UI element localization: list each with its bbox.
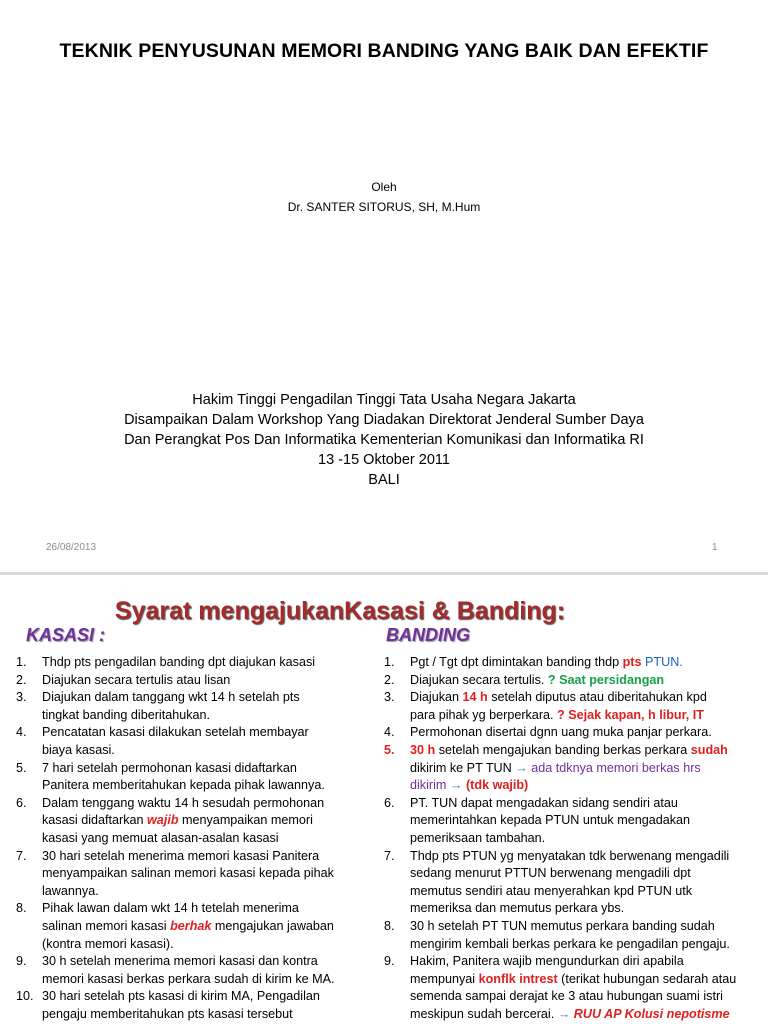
- item-text: [410, 672, 768, 690]
- text-segment: Hakim, Panitera wajib mengundurkan diri apabila mempunyai: [410, 954, 684, 986]
- info-line: Disampaikan Dalam Workshop Yang Diadakan Direktorat Jenderal Sumber Daya: [124, 412, 644, 428]
- item-text: Permohonan disertai dgnn uang muka panjar perkara.: [410, 725, 712, 740]
- item-text: 30 h setelah PT TUN memutus perkara banding sudah mengirim kembali berkas perkara ke pengadilan pengaju.: [410, 918, 730, 951]
- emphasis-wajib: wajib: [147, 813, 179, 828]
- item-number: 6.: [384, 795, 395, 810]
- item-number: 5.: [384, 742, 395, 757]
- emphasis-sudah: sudah: [690, 742, 728, 757]
- item-text: PT. TUN dapat mengadakan sidang sendiri atau memerintahkan kepada PTUN untuk mengadakan pemeriksaan tambahan.: [410, 795, 691, 845]
- item-text: [42, 795, 368, 848]
- item-text: Thdp pts PTUN yg menyatakan tdk berwenang mengadili sedang menurut PTTUN berwenang mengadili dpt memutus sendiri atau menyerahkan kpd PTUN utk memeriksa dan memutus perkara ybs.: [410, 848, 730, 916]
- item-text: Diajukan secara tertulis atau lisan: [42, 672, 231, 687]
- slide-2-title: Syarat mengajukanKasasi & Banding:: [114, 597, 566, 625]
- text-segment: dikirim ke PT TUN: [410, 760, 512, 775]
- banding-heading: BANDING: [386, 625, 470, 645]
- banding-list: [384, 654, 768, 1023]
- text-segment: setelah diputus atau diberitahukan kpd para pihak yg berperkara.: [410, 690, 707, 722]
- item-text: 30 hari setelah menerima memori kasasi Panitera menyampaikan salinan memori kasasi kepada pihak lawannya.: [42, 848, 334, 898]
- item-number: 7.: [384, 848, 395, 863]
- slide-1-title: TEKNIK PENYUSUNAN MEMORI BANDING YANG BAIK DAN EFEKTIF: [59, 40, 709, 62]
- kasasi-list: [16, 654, 368, 1023]
- info-line: Dan Perangkat Pos Dan Informatika Kementerian Komunikasi dan Informatika RI: [124, 432, 644, 448]
- list-item: [384, 689, 768, 724]
- item-number: 7.: [16, 848, 27, 863]
- emphasis-ptun: PTUN.: [645, 655, 683, 669]
- emphasis-14h: 14 h: [462, 690, 488, 705]
- item-number: 5.: [16, 760, 27, 775]
- question-note: ? Sejak kapan, h libur, IT: [557, 707, 704, 722]
- text-segment: (terikat hubungan sedarah atau semenda sampai derajat ke 3 atau hubungan suami istri meskipun sudah bercerai.: [410, 971, 737, 1021]
- item-text: Diajukan dalam tanggang wkt 14 h setelah pts tingkat banding diberitahukan.: [42, 690, 300, 722]
- text-segment: setelah mengajukan banding berkas perkara: [435, 742, 691, 757]
- item-number: 2.: [384, 672, 395, 687]
- list-item: [16, 900, 368, 953]
- text-segment: Pgt / Tgt dpt dimintakan banding thdp: [410, 655, 623, 669]
- info-line: Hakim Tinggi Pengadilan Tinggi Tata Usaha Negara Jakarta: [192, 392, 576, 408]
- list-item: [384, 848, 768, 918]
- list-item: [16, 689, 368, 724]
- item-number: 3.: [16, 690, 27, 705]
- list-item: [16, 848, 368, 901]
- item-text: [410, 742, 768, 795]
- arrow-right-icon: →: [557, 1006, 571, 1021]
- text-segment: menyampaikan memori kasasi yang memuat alasan-asalan kasasi: [42, 813, 313, 845]
- slide-2: [0, 575, 768, 1024]
- emphasis-30h: 30 h: [410, 742, 436, 757]
- item-number: 6.: [16, 795, 27, 810]
- item-text: Pencatatan kasasi dilakukan setelah membayar biaya kasasi.: [42, 725, 309, 757]
- note-text: ada tdknya memori berkas hrs dikirim: [410, 760, 701, 793]
- item-number: 4.: [16, 725, 27, 740]
- list-item: [16, 672, 368, 690]
- list-item: [16, 953, 368, 988]
- info-line: BALI: [368, 472, 400, 488]
- text-segment: Diajukan secara tertulis.: [410, 672, 548, 687]
- list-item: [384, 918, 768, 953]
- kasasi-heading: KASASI :: [26, 625, 106, 645]
- list-item: [16, 724, 368, 759]
- arrow-right-icon: →: [449, 778, 463, 793]
- text-segment: Dalam tenggang waktu 14 h sesudah permohonan kasasi didaftarkan: [42, 795, 325, 828]
- info-line: 13 -15 Oktober 2011: [318, 452, 450, 468]
- text-segment: mengajukan jawaban (kontra memori kasasi).: [42, 918, 334, 951]
- item-number: 2.: [16, 672, 27, 687]
- question-note: ? Saat persidangan: [547, 672, 665, 687]
- item-number: 1.: [384, 655, 395, 669]
- slide-date: 26/08/2013: [46, 542, 97, 553]
- item-text: [410, 654, 768, 672]
- author-name: Dr. SANTER SITORUS, SH, M.Hum: [287, 200, 481, 214]
- item-text: [410, 689, 768, 724]
- text-segment: Pihak lawan dalam wkt 14 h tetelah menerima salinan memori kasasi: [42, 901, 299, 933]
- item-number: 9.: [16, 954, 27, 969]
- item-text: 30 hari setelah pts kasasi di kirim MA, Pengadilan pengaju memberitahukan pts kasasi tersebut: [42, 989, 320, 1021]
- list-item: [384, 742, 768, 795]
- note-ruu: RUU AP Kolusi nepotisme: [570, 1006, 730, 1021]
- emphasis-berhak: berhak: [170, 918, 212, 933]
- list-item: [384, 654, 768, 672]
- list-item: [384, 724, 768, 742]
- presenter-info: [0, 390, 768, 490]
- item-number: 9.: [384, 954, 395, 969]
- slide-page-number: 1: [712, 542, 718, 553]
- list-item: [384, 672, 768, 690]
- note-tdk-wajib: (tdk wajib): [465, 778, 529, 793]
- by-label: Oleh: [371, 180, 397, 194]
- emphasis-pts: pts: [622, 655, 642, 669]
- list-item: [16, 654, 368, 672]
- item-number: 1.: [16, 655, 27, 669]
- item-number: 3.: [384, 690, 395, 705]
- item-text: Thdp pts pengadilan banding dpt diajukan kasasi: [42, 655, 316, 669]
- item-text: 7 hari setelah permohonan kasasi didaftarkan Panitera memberitahukan kepada pihak lawannya.: [42, 760, 325, 793]
- item-number: 8.: [384, 918, 395, 933]
- item-number: 4.: [384, 725, 395, 740]
- text-segment: Diajukan: [410, 690, 463, 705]
- item-number: 10.: [16, 989, 34, 1004]
- list-item: [16, 795, 368, 848]
- list-item: [384, 795, 768, 848]
- item-text: 30 h setelah menerima memori kasasi dan kontra memori kasasi berkas perkara sudah di kirim ke MA.: [42, 954, 335, 986]
- item-text: [410, 953, 768, 1023]
- item-number: 8.: [16, 901, 27, 916]
- list-item: [16, 988, 368, 1023]
- item-text: [42, 900, 368, 953]
- emphasis-konflik: konflk intrest: [478, 971, 558, 986]
- arrow-right-icon: →: [515, 760, 528, 775]
- list-item: [384, 953, 768, 1023]
- list-item: [16, 760, 368, 795]
